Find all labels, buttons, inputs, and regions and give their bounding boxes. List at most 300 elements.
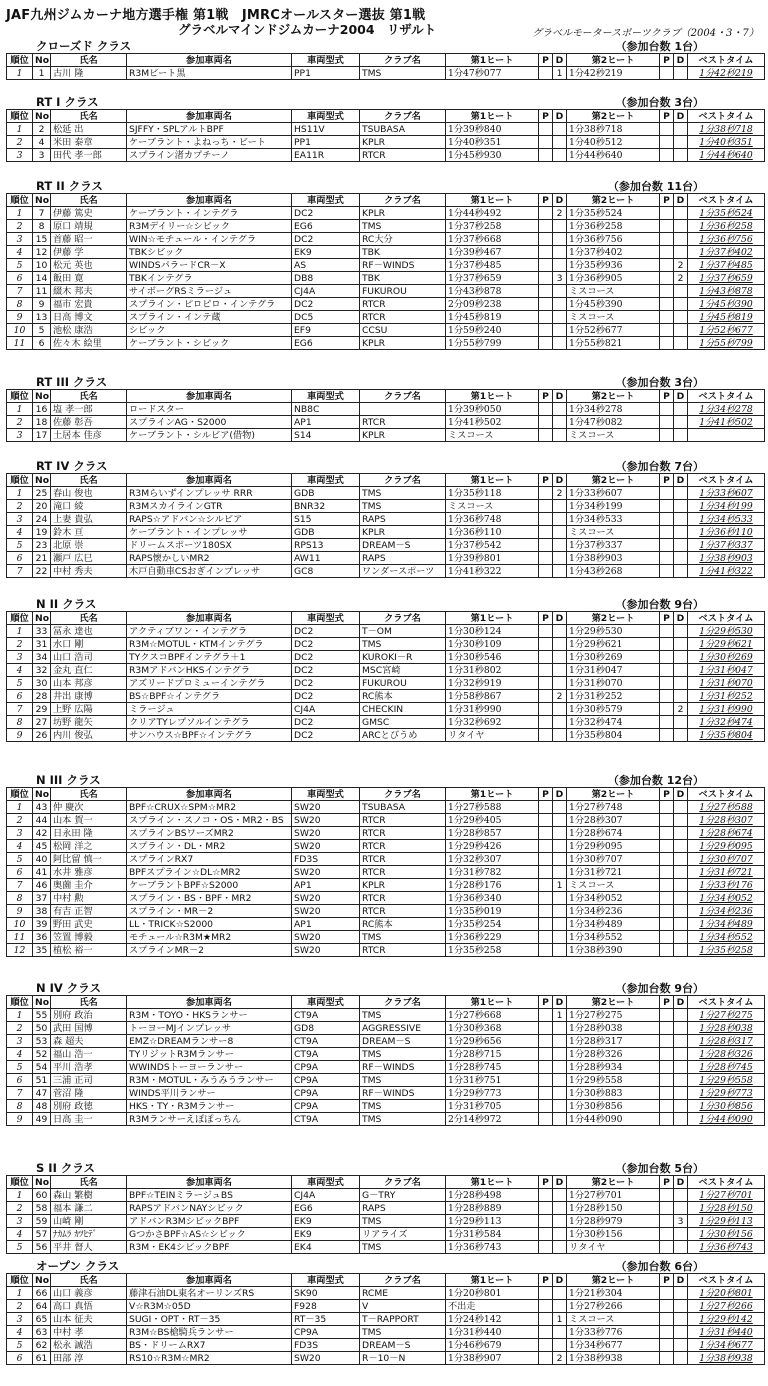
table-cell: 田部 淳 [51,1352,127,1365]
table-row [7,866,765,879]
table-row [7,149,765,162]
table-cell: 8 [7,716,33,729]
table-cell: F928 [292,1300,360,1313]
table-cell: 7 [7,703,33,716]
table-cell: 土居本 佳彦 [51,429,127,442]
table-cell: スプラインMR－2 [127,944,292,957]
table-cell: 1分36秒258 [688,220,765,233]
table-row [7,1113,765,1126]
table-cell [660,500,674,513]
table-cell: 1分41秒502 [446,416,539,429]
column-header: 車両型式 [292,390,360,403]
results-table [6,1175,765,1254]
table-cell: 平川 浩孝 [51,1061,127,1074]
column-header: 第1ヒート [446,474,539,487]
table-cell: 福山 浩一 [51,1048,127,1061]
table-cell: 1分31秒990 [446,703,539,716]
table-cell: R3Mビート黒 [127,67,292,80]
table-cell [674,1339,688,1352]
table-cell [539,552,553,565]
table-cell [660,879,674,892]
table-cell: ミラージュ [127,703,292,716]
table-cell [539,879,553,892]
table-cell [674,638,688,651]
column-header: P [539,1176,553,1189]
table-cell: TSUBASA [360,123,446,136]
table-cell: V [360,1300,446,1313]
table-cell: EG6 [292,337,360,350]
table-cell [539,1300,553,1313]
table-cell: 1 [7,67,33,80]
table-cell [660,259,674,272]
column-header: D [674,788,688,801]
header-row [7,996,765,1009]
table-cell: 1 [553,67,567,80]
table-cell: TMS [360,487,446,500]
table-cell: RTCR [360,944,446,957]
table-cell: 1分55秒821 [567,337,660,350]
table-cell: 5 [7,1339,33,1352]
table-cell [660,677,674,690]
table-cell: 1分30秒124 [446,625,539,638]
table-cell: 2分14秒972 [446,1113,539,1126]
table-cell: 55 [33,1009,51,1022]
results-table [6,53,765,80]
column-header: 車両型式 [292,1274,360,1287]
table-row [7,487,765,500]
table-cell: 1分31秒440 [688,1326,765,1339]
table-cell: RTCR [360,853,446,866]
table-cell: AP1 [292,918,360,931]
table-cell: RC熊本 [360,918,446,931]
table-cell: 1分41秒502 [688,416,765,429]
section-header [6,1160,764,1175]
table-cell [660,207,674,220]
table-cell [553,1241,567,1254]
results-table [6,995,765,1126]
table-cell: 6 [7,690,33,703]
table-cell: 1分31秒070 [688,677,765,690]
table-cell [539,149,553,162]
table-cell: 1分36秒756 [688,233,765,246]
table-cell: RS10☆R3M☆MR2 [127,1352,292,1365]
table-cell: 日永田 隆 [51,827,127,840]
table-cell [539,716,553,729]
class-section [6,1258,764,1365]
table-cell: FUKUROU [360,285,446,298]
table-cell [539,1202,553,1215]
column-header: 順位 [7,1274,33,1287]
table-row [7,638,765,651]
table-cell: 1分41秒322 [688,565,765,578]
table-cell: BPFスプライン☆DL☆MR2 [127,866,292,879]
column-header: クラブ名 [360,996,446,1009]
table-cell: スプライン・MR－2 [127,905,292,918]
table-cell: 1分24秒142 [446,1313,539,1326]
table-cell: 1 [553,879,567,892]
table-cell: 山崎 剛 [51,1215,127,1228]
table-cell: CT9A [292,1035,360,1048]
table-cell [674,866,688,879]
class-name: N III クラス [36,773,101,787]
table-cell: R3Mらいずインプレッサ RRR [127,487,292,500]
table-cell: RC大分 [360,233,446,246]
table-cell: EG6 [292,1202,360,1215]
table-cell: 金丸 直仁 [51,664,127,677]
table-cell [674,539,688,552]
table-cell: ワンダースポーツ [360,565,446,578]
column-header: 車両型式 [292,110,360,123]
table-cell: AS [292,259,360,272]
table-cell: FD3S [292,853,360,866]
table-cell [660,703,674,716]
column-header: 参加車両名 [127,996,292,1009]
table-cell: 1分34秒489 [567,918,660,931]
table-cell: スプライン・ピロピロ・インテグラ [127,298,292,311]
table-cell [674,403,688,416]
table-cell: DC2 [292,690,360,703]
column-header: 車両型式 [292,788,360,801]
table-cell [553,866,567,879]
table-cell: 1分37秒258 [446,220,539,233]
table-cell [539,123,553,136]
table-cell: 5 [7,1241,33,1254]
table-cell [660,892,674,905]
table-cell: DC2 [292,233,360,246]
table-cell: アズリードプロミューインテグラ [127,677,292,690]
table-cell: 木戸自動車CSおぎインプレッサ [127,565,292,578]
table-cell [660,814,674,827]
table-cell [660,944,674,957]
document-subtitle: グラベルマインドジムカーナ2004 リザルト [178,22,437,37]
table-row [7,1313,765,1326]
table-cell [674,220,688,233]
table-cell: RF－WINDS [360,1087,446,1100]
table-cell: 36 [33,931,51,944]
table-cell: SUGI・OPT・RT－35 [127,1313,292,1326]
table-cell: SW20 [292,944,360,957]
table-cell [660,1300,674,1313]
table-cell [674,801,688,814]
section-header [6,980,764,995]
table-cell [539,801,553,814]
table-cell [660,866,674,879]
table-cell: DC2 [292,298,360,311]
table-cell: EK9 [292,1215,360,1228]
table-cell: 1分37秒402 [567,246,660,259]
table-cell [660,1009,674,1022]
table-cell: BPF☆TEINミラージュBS [127,1189,292,1202]
table-row [7,677,765,690]
table-cell: 63 [33,1326,51,1339]
table-cell: 34 [33,651,51,664]
table-cell: ケーブラント・シビック [127,337,292,350]
table-cell [660,487,674,500]
table-cell: 3 [7,429,33,442]
table-cell: 1分29秒558 [567,1074,660,1087]
table-cell: 1分30秒707 [567,853,660,866]
table-cell: 1分46秒679 [446,1339,539,1352]
table-cell: DC2 [292,677,360,690]
table-cell [674,1326,688,1339]
table-cell: 井出 康博 [51,690,127,703]
table-cell: ミスコース [567,1313,660,1326]
table-cell: 1分44秒492 [446,207,539,220]
table-cell: TMS [360,67,446,80]
table-cell [674,1352,688,1365]
column-header: ベストタイム [688,996,765,1009]
column-header: クラブ名 [360,54,446,67]
table-cell: 1分36秒748 [446,513,539,526]
table-cell: リタイヤ [567,1241,660,1254]
table-cell: PP1 [292,136,360,149]
table-cell [674,840,688,853]
column-header: 車両型式 [292,54,360,67]
table-cell: 1分44秒640 [567,149,660,162]
table-cell: 1分35秒258 [688,944,765,957]
table-cell: 6 [7,272,33,285]
table-cell [553,259,567,272]
results-table [6,473,765,578]
table-cell: 1分36秒905 [567,272,660,285]
table-cell: 1分52秒677 [688,324,765,337]
table-cell: 1分31秒721 [567,866,660,879]
table-cell: T－RAPPORT [360,1313,446,1326]
table-cell: LL・TRICK☆S2000 [127,918,292,931]
table-row [7,1061,765,1074]
column-header: ベストタイム [688,474,765,487]
column-header: ベストタイム [688,612,765,625]
table-cell [539,931,553,944]
table-cell: DREAM－S [360,1339,446,1352]
table-row [7,285,765,298]
table-cell: 1分34秒052 [567,892,660,905]
table-cell [539,513,553,526]
table-cell [553,716,567,729]
table-cell: 1分35秒524 [567,207,660,220]
table-cell: 1分27秒748 [567,801,660,814]
column-header: 第2ヒート [567,612,660,625]
table-cell [660,149,674,162]
table-cell [553,1074,567,1087]
entry-count: （参加台数 6台） [615,1260,704,1273]
table-cell: SJFFY・SPLアルトBPF [127,123,292,136]
entry-count: （参加台数 3台） [615,376,704,389]
table-cell: 2 [553,487,567,500]
table-cell [553,1061,567,1074]
column-header: D [674,110,688,123]
table-cell: 2 [7,220,33,233]
table-cell: 綴木 邦夫 [51,285,127,298]
table-cell: 首藤 昭一 [51,233,127,246]
column-header: D [553,612,567,625]
table-cell: 1分38秒903 [688,552,765,565]
table-row [7,690,765,703]
header-row [7,474,765,487]
table-cell: 日高 圭一 [51,1113,127,1126]
column-header: クラブ名 [360,1274,446,1287]
entry-count: （参加台数 5台） [615,1162,704,1175]
table-cell: DC5 [292,311,360,324]
header-row [7,194,765,207]
class-name: オープン クラス [36,1259,120,1273]
table-cell [553,311,567,324]
table-cell: SW20 [292,840,360,853]
table-cell: CP9A [292,1061,360,1074]
table-cell [360,403,446,416]
table-cell: TMS [360,1215,446,1228]
column-header: 第1ヒート [446,788,539,801]
table-cell: R3M・MOTUL・みうみうランサー [127,1074,292,1087]
table-cell [674,324,688,337]
table-cell [674,1202,688,1215]
entry-count: （参加台数 12台） [607,774,704,787]
column-header: No [33,612,51,625]
table-cell: 1分37秒668 [446,233,539,246]
table-cell [553,892,567,905]
column-header: P [660,788,674,801]
table-cell [660,1061,674,1074]
table-cell [553,220,567,233]
table-cell: AGGRESSIVE [360,1022,446,1035]
table-cell [553,638,567,651]
table-cell [674,513,688,526]
table-cell: 5 [7,677,33,690]
table-cell: 1分34秒199 [567,500,660,513]
column-header: D [553,1274,567,1287]
table-cell: TMS [360,1048,446,1061]
table-cell: 11 [33,285,51,298]
table-cell: DB8 [292,272,360,285]
column-header: No [33,788,51,801]
table-cell: 1 [7,207,33,220]
table-cell: 9 [7,729,33,742]
table-cell: 1分27秒275 [567,1009,660,1022]
table-cell [674,651,688,664]
table-cell: 7 [33,207,51,220]
table-cell: 1分35秒804 [567,729,660,742]
table-cell: ロードスター [127,403,292,416]
table-cell: 18 [33,416,51,429]
table-cell: 1分27秒266 [688,1300,765,1313]
table-cell [539,1061,553,1074]
column-header: 氏名 [51,474,127,487]
table-cell: 1分20秒801 [688,1287,765,1300]
table-cell: 1分38秒718 [688,123,765,136]
table-cell [674,136,688,149]
table-cell: ケーブラント・シルビア(借物) [127,429,292,442]
table-cell: RAPS [360,513,446,526]
table-row [7,526,765,539]
entry-count: （参加台数 1台） [615,40,704,53]
table-cell: 1分30秒707 [688,853,765,866]
column-header: P [660,474,674,487]
table-cell: 1分52秒677 [567,324,660,337]
table-cell: RC熊本 [360,690,446,703]
column-header: 参加車両名 [127,194,292,207]
table-cell: 47 [33,1087,51,1100]
table-cell: CJ4A [292,703,360,716]
table-cell [539,272,553,285]
table-cell: FUKUROU [360,677,446,690]
column-header: 車両型式 [292,194,360,207]
table-cell: 66 [33,1287,51,1300]
table-cell: 52 [33,1048,51,1061]
table-cell: 1 [7,123,33,136]
table-cell: GDB [292,526,360,539]
table-cell: 上妻 貴弘 [51,513,127,526]
table-cell: 山本 賀一 [51,814,127,827]
column-header: 参加車両名 [127,474,292,487]
table-cell [674,729,688,742]
table-cell [539,905,553,918]
table-cell: SW20 [292,801,360,814]
table-cell [660,1048,674,1061]
table-cell: 51 [33,1074,51,1087]
table-cell: 8 [33,220,51,233]
table-cell: サンハウス☆BPF☆インテグラ [127,729,292,742]
table-cell: 1分34秒533 [688,513,765,526]
table-cell [539,403,553,416]
column-header: 第1ヒート [446,110,539,123]
table-row [7,565,765,578]
table-row [7,905,765,918]
table-cell: 1分27秒701 [567,1189,660,1202]
table-row [7,814,765,827]
table-cell [660,1352,674,1365]
table-cell: 1分27秒275 [688,1009,765,1022]
table-row [7,664,765,677]
table-cell [674,246,688,259]
table-cell: 1分28秒745 [446,1061,539,1074]
table-cell: DC2 [292,651,360,664]
table-cell: 1分36秒110 [688,526,765,539]
table-cell [660,233,674,246]
table-cell [660,246,674,259]
table-cell: 2 [674,272,688,285]
table-cell [539,233,553,246]
table-cell: 2 [553,1352,567,1365]
table-cell: 1分31秒252 [688,690,765,703]
table-cell [553,625,567,638]
table-cell: 1分36秒743 [446,1241,539,1254]
table-cell: 6 [7,866,33,879]
table-row [7,67,765,80]
table-cell: 1分59秒240 [446,324,539,337]
table-cell [660,1100,674,1113]
table-cell: 山口 浩司 [51,651,127,664]
table-cell: 1分43秒878 [446,285,539,298]
table-cell [539,1326,553,1339]
table-cell: 三浦 正司 [51,1074,127,1087]
table-row [7,552,765,565]
table-cell: 3 [7,149,33,162]
table-cell: シビック [127,324,292,337]
table-cell [553,1228,567,1241]
table-cell [553,1113,567,1126]
table-cell: 山本 邦彦 [51,677,127,690]
table-cell: 佐藤 彰吾 [51,416,127,429]
table-cell: 1分38秒718 [567,123,660,136]
column-header: クラブ名 [360,1176,446,1189]
table-cell: 1分28秒150 [688,1202,765,1215]
table-cell: 山本 征夫 [51,1313,127,1326]
table-cell [539,1035,553,1048]
table-cell: 冨永 達也 [51,625,127,638]
table-cell: 1分28秒150 [567,1202,660,1215]
table-cell: 1分30秒269 [688,651,765,664]
table-cell: TBK [360,272,446,285]
